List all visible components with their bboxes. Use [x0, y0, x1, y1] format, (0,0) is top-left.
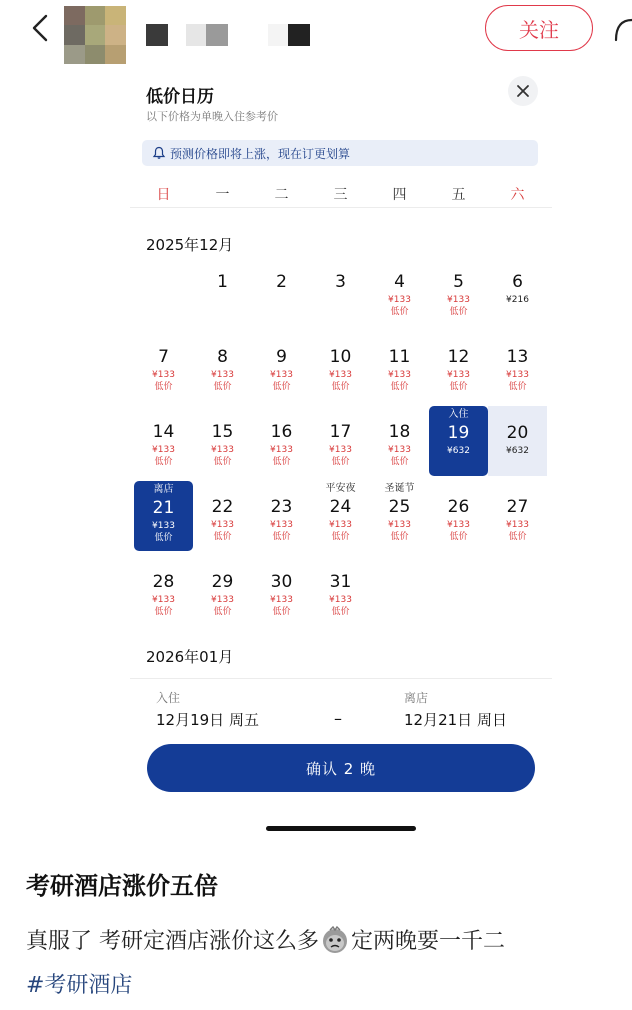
low-price-tag: 低价 — [390, 307, 409, 317]
calendar-day-10[interactable] — [311, 345, 370, 413]
username-blur-block — [268, 24, 288, 46]
low-price-tag: 低价 — [449, 532, 468, 542]
avatar-tile — [64, 25, 85, 44]
low-price-tag: 低价 — [154, 607, 173, 617]
weekday-header — [130, 180, 552, 208]
day-number: 24 — [329, 497, 352, 517]
day-price: ¥133 — [152, 521, 175, 531]
calendar-day-14[interactable] — [134, 420, 193, 488]
calendar-day-11[interactable] — [370, 345, 429, 413]
checkout-date: 12月21日 周日 — [404, 711, 507, 729]
day-price: ¥133 — [447, 520, 470, 530]
day-price: ¥133 — [329, 445, 352, 455]
weekday-thu: 四 — [392, 187, 407, 203]
date-summary-bar — [130, 678, 552, 742]
low-price-tag: 低价 — [154, 533, 173, 543]
weekday-sat: 六 — [510, 187, 525, 203]
day-number: 20 — [506, 423, 529, 443]
sad-face-emoji-icon — [320, 925, 350, 955]
holiday-label: 圣诞节 — [384, 483, 415, 494]
day-number: 8 — [217, 347, 228, 367]
day-price: ¥133 — [388, 520, 411, 530]
day-number: 28 — [152, 572, 175, 592]
day-number: 23 — [270, 497, 293, 517]
calendar-day-26[interactable] — [429, 495, 488, 563]
day-price: ¥133 — [211, 445, 234, 455]
low-price-tag: 低价 — [213, 532, 232, 542]
calendar-day-15[interactable] — [193, 420, 252, 488]
low-price-tag: 低价 — [390, 532, 409, 542]
close-icon — [516, 84, 530, 98]
day-price: ¥133 — [152, 370, 175, 380]
low-price-tag: 低价 — [272, 607, 291, 617]
low-price-tag: 低价 — [272, 457, 291, 467]
low-price-tag: 低价 — [213, 457, 232, 467]
avatar-tile — [85, 25, 106, 44]
day-price: ¥133 — [329, 595, 352, 605]
calendar-day-25[interactable] — [370, 483, 429, 563]
low-price-tag: 低价 — [390, 382, 409, 392]
day-number: 12 — [447, 347, 470, 367]
calendar-subtitle: 以下价格为单晚入住参考价 — [146, 110, 278, 123]
calendar-day-30[interactable] — [252, 570, 311, 638]
back-arrow-icon[interactable] — [28, 12, 52, 44]
day-price: ¥133 — [270, 445, 293, 455]
weekday-sun: 日 — [156, 187, 171, 203]
day-price: ¥133 — [270, 520, 293, 530]
day-number: 26 — [447, 497, 470, 517]
checkin-label: 入住 — [156, 691, 181, 705]
day-number: 21 — [152, 498, 175, 518]
day-price: ¥133 — [388, 295, 411, 305]
day-number: 3 — [335, 272, 346, 292]
calendar-day-21[interactable] — [134, 481, 193, 551]
day-price: ¥133 — [447, 370, 470, 380]
avatar-tile — [105, 25, 126, 44]
day-price: ¥133 — [211, 520, 234, 530]
post-title: 考研酒店涨价五倍 — [26, 872, 218, 900]
date-separator: – — [334, 709, 342, 728]
day-price: ¥133 — [388, 445, 411, 455]
calendar-day-20[interactable] — [488, 406, 547, 476]
notice-text: 预测价格即将上涨，现在订更划算 — [170, 146, 351, 161]
day-number: 31 — [329, 572, 352, 592]
day-price: ¥133 — [152, 445, 175, 455]
day-number: 27 — [506, 497, 529, 517]
hashtag-link[interactable]: #考研酒店 — [26, 973, 133, 998]
username-blur-block — [186, 24, 206, 46]
day-price: ¥133 — [270, 370, 293, 380]
day-number: 2 — [276, 272, 287, 292]
calendar-day-7[interactable] — [134, 345, 193, 413]
post-body-text-1: 真服了 考研定酒店涨价这么多 — [26, 929, 319, 954]
calendar-day-2[interactable] — [252, 270, 311, 338]
calendar-day-5[interactable] — [429, 270, 488, 338]
day-price: ¥133 — [329, 370, 352, 380]
holiday-label: 平安夜 — [325, 483, 356, 494]
day-price: ¥133 — [506, 520, 529, 530]
day-price: ¥133 — [270, 595, 293, 605]
calendar-day-28[interactable] — [134, 570, 193, 638]
low-price-tag: 低价 — [331, 532, 350, 542]
calendar-day-12[interactable] — [429, 345, 488, 413]
day-number: 10 — [329, 347, 352, 367]
checkin-checkout-tag: 离店 — [153, 484, 174, 495]
day-price: ¥133 — [506, 370, 529, 380]
day-number: 30 — [270, 572, 293, 592]
username-blur-block — [228, 24, 268, 46]
day-number: 1 — [217, 272, 228, 292]
username-blur-block — [206, 24, 228, 46]
day-number: 29 — [211, 572, 234, 592]
calendar-day-19[interactable] — [429, 406, 488, 476]
low-price-tag: 低价 — [508, 382, 527, 392]
weekday-wed: 三 — [333, 187, 348, 203]
day-price: ¥133 — [211, 370, 234, 380]
calendar-title: 低价日历 — [146, 87, 214, 107]
calendar-day-9[interactable] — [252, 345, 311, 413]
avatar-tile — [105, 45, 126, 64]
day-number: 11 — [388, 347, 411, 367]
day-number: 5 — [453, 272, 464, 292]
low-price-tag: 低价 — [154, 382, 173, 392]
home-indicator — [266, 826, 416, 831]
avatar-tile — [85, 45, 106, 64]
top-bar — [0, 0, 632, 70]
avatar-tile — [105, 6, 126, 25]
low-price-tag: 低价 — [508, 532, 527, 542]
avatar-tile — [64, 6, 85, 25]
low-price-tag: 低价 — [449, 382, 468, 392]
close-button[interactable] — [508, 76, 538, 106]
username-blurred[interactable] — [146, 24, 336, 46]
weekday-tue: 二 — [274, 187, 289, 203]
calendar-day-17[interactable] — [311, 420, 370, 488]
low-price-tag: 低价 — [213, 382, 232, 392]
price-rise-notice — [142, 140, 538, 166]
avatar-tile — [64, 45, 85, 64]
day-number: 19 — [447, 423, 470, 443]
low-price-tag: 低价 — [449, 307, 468, 317]
low-price-tag: 低价 — [390, 457, 409, 467]
bell-icon — [152, 146, 166, 160]
calendar-day-4[interactable] — [370, 270, 429, 338]
calendar-day-22[interactable] — [193, 495, 252, 563]
day-number: 16 — [270, 422, 293, 442]
day-number: 7 — [158, 347, 169, 367]
low-price-tag: 低价 — [272, 532, 291, 542]
confirm-nights-button[interactable]: 确认 2 晚 — [147, 744, 535, 792]
weekday-mon: 一 — [215, 187, 230, 203]
day-number: 25 — [388, 497, 411, 517]
calendar-day-31[interactable] — [311, 570, 370, 638]
post-body-text-2: 定两晚要一千二 — [351, 929, 506, 954]
calendar-day-3[interactable] — [311, 270, 370, 338]
checkin-date: 12月19日 周五 — [156, 711, 259, 729]
day-price: ¥133 — [329, 520, 352, 530]
avatar[interactable] — [64, 6, 126, 64]
calendar-day-29[interactable] — [193, 570, 252, 638]
follow-button[interactable]: 关注 — [485, 5, 593, 51]
low-price-calendar-panel — [130, 70, 552, 810]
username-blur-block — [288, 24, 310, 46]
calendar-day-6[interactable] — [488, 270, 547, 338]
day-price: ¥632 — [447, 446, 470, 456]
day-price: ¥632 — [506, 446, 529, 456]
username-blur-block — [168, 24, 186, 46]
low-price-tag: 低价 — [154, 457, 173, 467]
post-body — [26, 924, 505, 955]
calendar-day-8[interactable] — [193, 345, 252, 413]
day-number: 6 — [512, 272, 523, 292]
day-price: ¥133 — [388, 370, 411, 380]
checkout-label: 离店 — [404, 691, 429, 705]
day-number: 15 — [211, 422, 234, 442]
low-price-tag: 低价 — [213, 607, 232, 617]
calendar-day-18[interactable] — [370, 420, 429, 488]
calendar-day-27[interactable] — [488, 495, 547, 563]
low-price-tag: 低价 — [331, 382, 350, 392]
share-icon[interactable] — [612, 14, 632, 44]
day-number: 17 — [329, 422, 352, 442]
checkin-checkout-tag: 入住 — [448, 409, 469, 420]
day-number: 4 — [394, 272, 405, 292]
day-number: 9 — [276, 347, 287, 367]
calendar-day-1[interactable] — [193, 270, 252, 338]
day-number: 22 — [211, 497, 234, 517]
day-price: ¥216 — [506, 295, 529, 305]
weekday-fri: 五 — [451, 187, 466, 203]
low-price-tag: 低价 — [331, 607, 350, 617]
avatar-tile — [85, 6, 106, 25]
month-label-2026-01: 2026年01月 — [146, 648, 234, 666]
day-number: 13 — [506, 347, 529, 367]
calendar-day-13[interactable] — [488, 345, 547, 413]
calendar-day-23[interactable] — [252, 495, 311, 563]
spacer — [488, 409, 547, 421]
day-number: 18 — [388, 422, 411, 442]
day-price: ¥133 — [211, 595, 234, 605]
day-price: ¥133 — [447, 295, 470, 305]
day-number: 14 — [152, 422, 175, 442]
calendar-day-24[interactable] — [311, 483, 370, 563]
username-blur-block — [146, 24, 168, 46]
low-price-tag: 低价 — [331, 457, 350, 467]
low-price-tag: 低价 — [272, 382, 291, 392]
month-label-2025-12: 2025年12月 — [146, 236, 234, 254]
calendar-day-16[interactable] — [252, 420, 311, 488]
day-price: ¥133 — [152, 595, 175, 605]
